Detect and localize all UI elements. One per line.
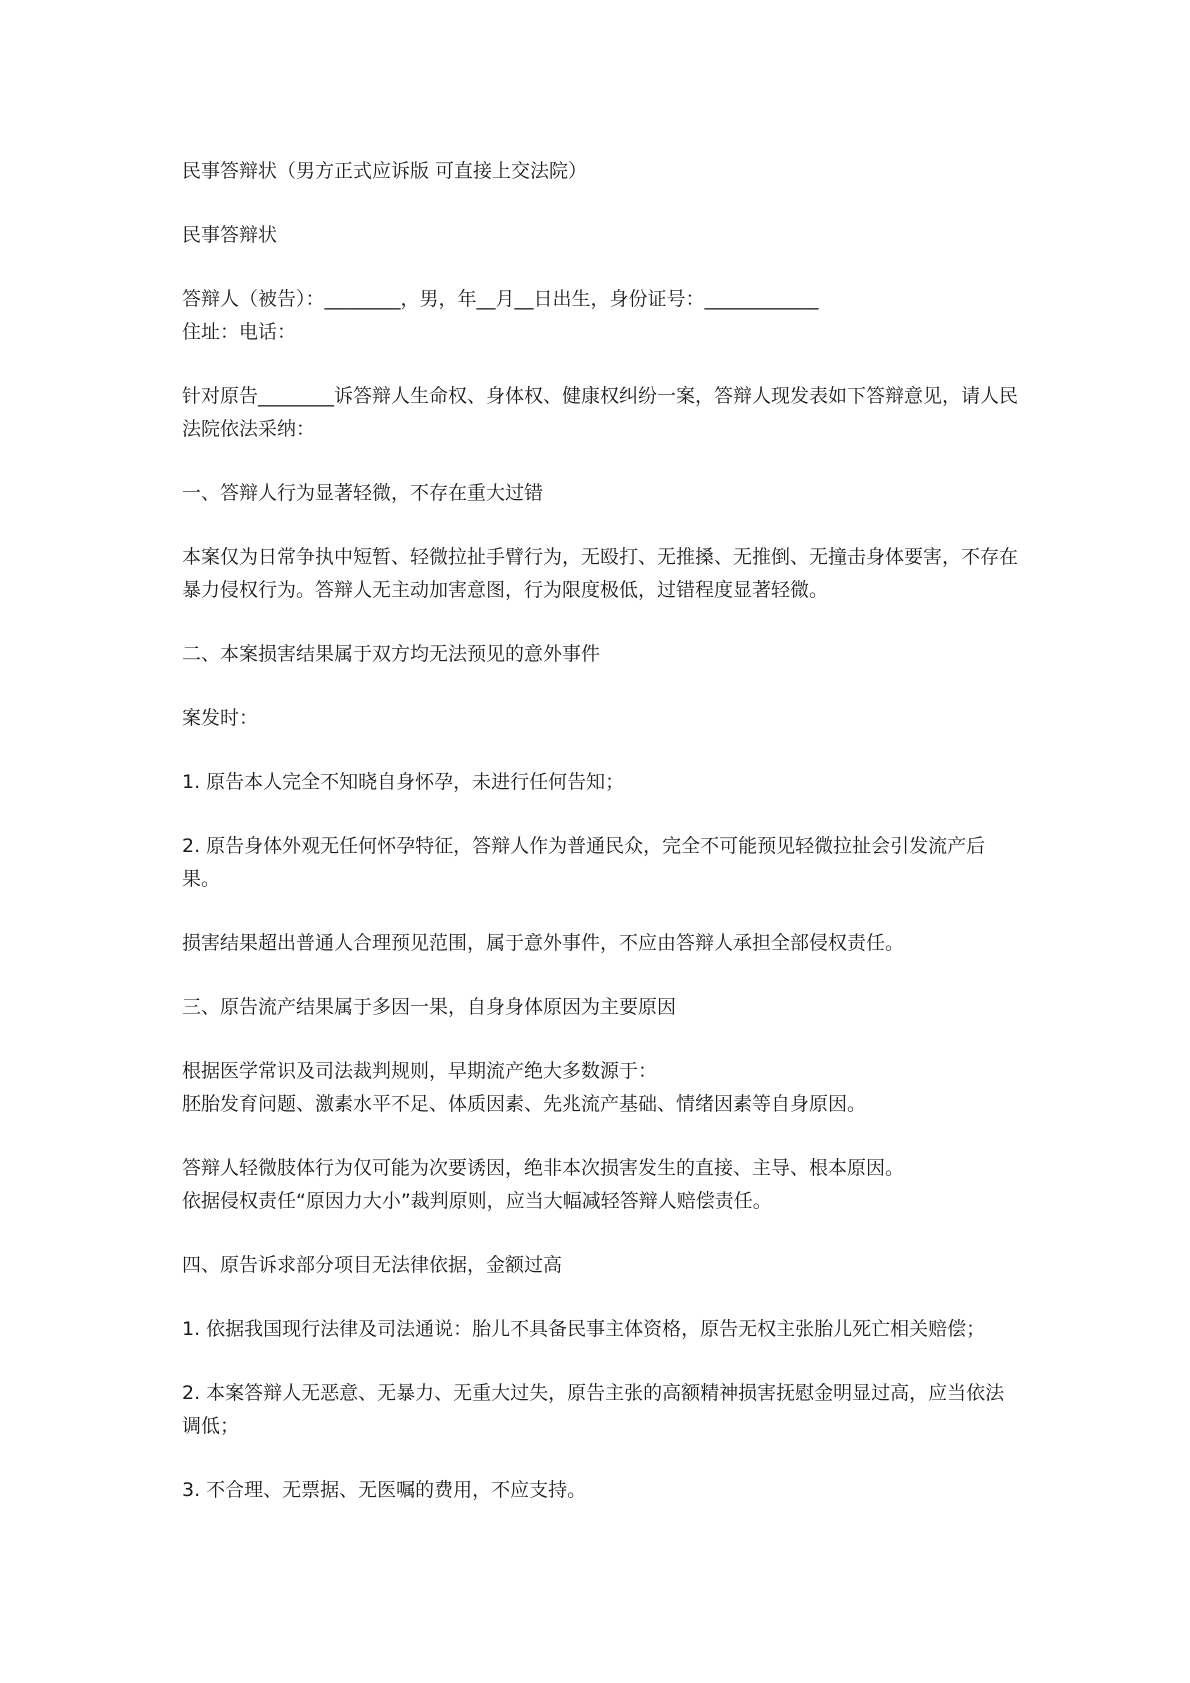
section-3-paragraph-1	[182, 1055, 1022, 1121]
section-4-item-1: 1. 依据我国现行法律及司法通说：胎儿不具备民事主体资格，原告无权主张胎儿死亡相关赔偿；	[182, 1318, 986, 1340]
section-2-conclusion: 损害结果超出普通人合理预见范围，属于意外事件，不应由答辩人承担全部侵权责任。	[182, 932, 905, 954]
respondent-identity-line: 答辩人（被告）：________，男，年__月__日出生，身份证号：____________	[182, 288, 819, 310]
section-2-intro: 案发时：	[182, 707, 259, 729]
section-2-item-1: 1. 原告本人完全不知晓自身怀孕，未进行任何告知；	[182, 771, 625, 793]
section-2-item-2: 2. 原告身体外观无任何怀孕特征，答辩人作为普通民众，完全不可能预见轻微拉扯会引发流产后果。	[182, 835, 986, 890]
respondent-info	[182, 283, 1022, 349]
document-heading: 民事答辩状	[182, 224, 278, 246]
respondent-contact-line: 住址：电话：	[182, 321, 297, 343]
section-4-item-2: 2. 本案答辩人无恶意、无暴力、无重大过失，原告主张的高额精神损害抚慰金明显过高，应当依法调低；	[182, 1382, 1005, 1437]
section-3-paragraph-2	[182, 1152, 1022, 1218]
document-body	[182, 155, 1022, 1538]
document-title: 民事答辩状（男方正式应诉版 可直接上交法院）	[182, 160, 588, 182]
section-3-line-2: 胚胎发育问题、激素水平不足、体质因素、先兆流产基础、情绪因素等自身原因。	[182, 1093, 867, 1115]
section-2-title: 二、本案损害结果属于双方均无法预见的意外事件	[182, 643, 601, 665]
section-3-line-3: 答辩人轻微肢体行为仅可能为次要诱因，绝非本次损害发生的直接、主导、根本原因。	[182, 1157, 905, 1179]
section-4-title: 四、原告诉求部分项目无法律依据，金额过高	[182, 1254, 563, 1276]
section-1-body: 本案仅为日常争执中短暂、轻微拉扯手臂行为，无殴打、无推搡、无推倒、无撞击身体要害，不存在暴力侵权行为。答辩人无主动加害意图，行为限度极低，过错程度显著轻微。	[182, 546, 1019, 601]
intro-paragraph: 针对原告________诉答辩人生命权、身体权、健康权纠纷一案，答辩人现发表如下答辩意见，请人民法院依法采纳：	[182, 385, 1019, 440]
section-3-line-1: 根据医学常识及司法裁判规则，早期流产绝大多数源于：	[182, 1060, 658, 1082]
section-1-title: 一、答辩人行为显著轻微，不存在重大过错	[182, 482, 544, 504]
section-3-title: 三、原告流产结果属于多因一果，自身身体原因为主要原因	[182, 996, 677, 1018]
section-4-item-3: 3. 不合理、无票据、无医嘱的费用，不应支持。	[182, 1479, 587, 1501]
section-3-line-4: 依据侵权责任“原因力大小”裁判原则，应当大幅减轻答辩人赔偿责任。	[182, 1190, 772, 1212]
